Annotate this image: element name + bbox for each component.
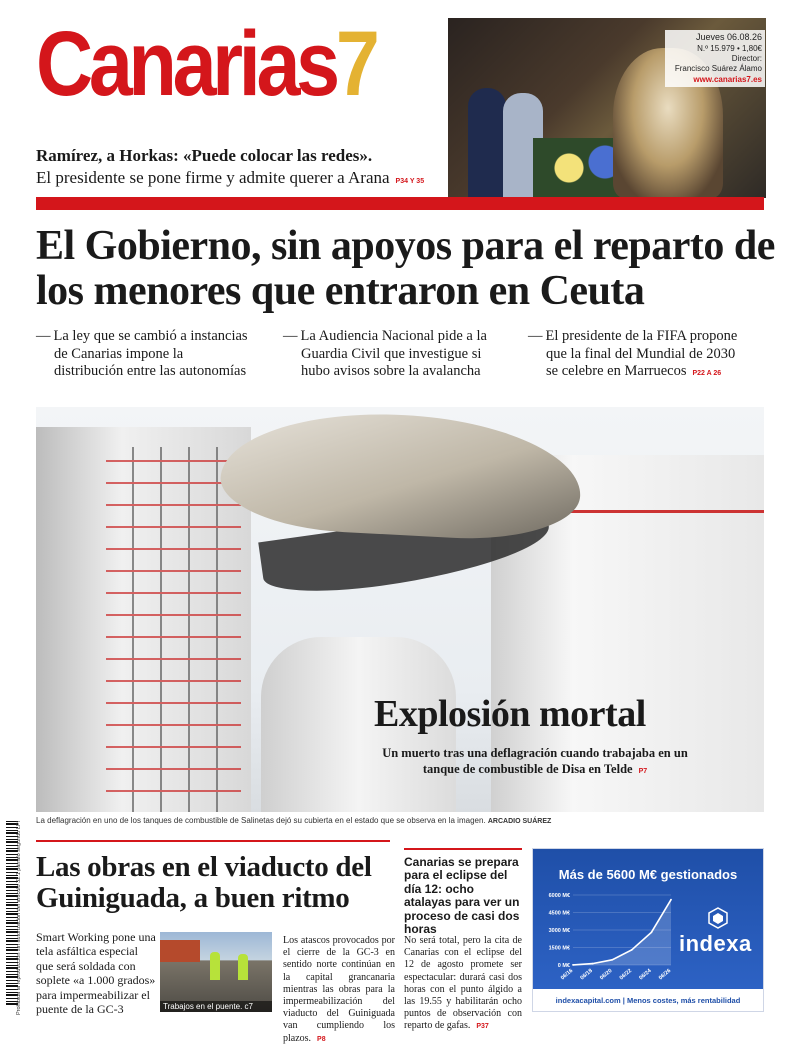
ad-title: Más de 5600 M€ gestionados: [558, 867, 738, 882]
director-name: Francisco Suárez Álamo: [674, 64, 762, 74]
subhead-line: El presidente de la FIFA propone: [545, 328, 738, 344]
masthead-red-rule: [36, 197, 764, 210]
photo-building: [160, 940, 200, 962]
side-strip: [4, 820, 26, 1020]
photo-scaffolding: [106, 447, 241, 812]
indexa-advertisement[interactable]: [532, 848, 764, 1012]
main-subhead-3: — El presidente de la FIFA propone que la final del Mundial de 2030 se celebre en Marruecos P22 A 26: [528, 328, 768, 381]
chart-point: [670, 899, 672, 901]
newspaper-logo[interactable]: [36, 13, 380, 115]
website-link[interactable]: www.canarias7.es: [693, 74, 762, 84]
ad-footer[interactable]: indexacapital.com | Menos costes, más rentabilidad: [555, 996, 741, 1005]
subhead-line: que la final del Mundial de 2030: [546, 345, 736, 362]
photo-subhead: [380, 746, 690, 777]
subhead-line: distribución entre las autonomías: [54, 363, 247, 380]
subhead-line: se celebre en Marruecos: [546, 363, 687, 380]
chart-point: [592, 963, 594, 965]
subhead-line: Guardia Civil que investigue si: [301, 345, 482, 362]
chart-x-tick: 06/20: [599, 967, 614, 982]
eclipse-pages: P37: [476, 1023, 489, 1031]
subhead-pages: P22 A 26: [692, 370, 722, 378]
photo-credit: ARCADIO SUÁREZ: [487, 818, 552, 825]
chart-x-tick: 06/26: [657, 967, 673, 982]
top-story-subhead: [36, 168, 424, 188]
issue-number-price: N.º 15.979 • 1,80€: [697, 43, 762, 53]
chart-y-tick: 3000 M€: [548, 928, 570, 934]
legal-notice: Prohibida la reproducción sin autorización del artículo 32.1 párrafo segundo LPI: [16, 820, 22, 1015]
photo-subhead-line: Un muerto tras una deflagración cuando trabajaba en un: [382, 746, 688, 760]
viaduct-headline[interactable]: Las obras en el viaducto del Guiniguada, a buen ritmo: [36, 851, 372, 915]
main-headline[interactable]: El Gobierno, sin apoyos para el reparto de los menores que entraron en Ceuta: [36, 223, 775, 314]
viaduct-photo-caption: Trabajos en el puente. c7: [160, 1001, 272, 1012]
main-subhead-1: — La ley que se cambió a instancias de Canarias impone la distribución entre las autonomías: [36, 328, 276, 381]
viaduct-body: [283, 935, 395, 1045]
logo-number: 7: [335, 13, 380, 115]
photo-headline[interactable]: Explosión mortal: [374, 693, 646, 735]
chart-point: [572, 964, 574, 966]
chart-y-tick: 0 M€: [557, 963, 570, 969]
top-story-subhead-text: El presidente se pone firme y admite querer a Arana: [36, 168, 390, 187]
chart-x-tick: 06/18: [579, 967, 594, 982]
photo-story-pages: P7: [638, 767, 648, 775]
caption-text: La deflagración en uno de los tanques de combustible de Salinetas dejó su cubierta en el estado que se observa en la imagen.: [36, 816, 486, 825]
photo-subhead-line: tanque de combustible de Disa en Telde: [422, 761, 633, 776]
issue-date: Jueves 06.08.26: [695, 32, 762, 42]
photo-caption: [36, 816, 551, 825]
subhead-line: hubo avisos sobre la avalancha: [301, 363, 481, 380]
logo-text: Canarias: [36, 13, 336, 115]
eclipse-body-text: No será total, pero la cita de Canarias con el eclipse del 12 de agosto promete ser espectacular: durará casi dos horas con el punto álgido a las 19.55 y habilitarán ocho puntos de observación con reparto de gafas.: [404, 935, 522, 1032]
top-story-headline[interactable]: Ramírez, a Horkas: «Puede colocar las redes».: [36, 146, 373, 165]
issue-info: [665, 30, 765, 87]
chart-y-tick: 1500 M€: [548, 945, 570, 952]
photo-worker: [238, 954, 248, 980]
chart-point: [631, 949, 633, 951]
viaduct-body-text: Los atascos provocados por el cierre de la GC-3 en sentido norte continúan en la capital grancanaria mientras las obras para la impermeabilización del viaducto del Guiniguada van cumpliendo los plazos.: [283, 935, 395, 1044]
eclipse-headline[interactable]: Canarias se prepara para el eclipse del día 12: ocho atalayas para ver un proceso de casi dos horas: [404, 855, 520, 937]
chart-x-tick: 06/16: [559, 967, 575, 982]
chart-x-tick: 06/24: [638, 967, 653, 982]
eclipse-body: [404, 935, 522, 1033]
viaduct-lead: Smart Working pone una tela asfáltica especial que será soldada con soplete «a 1.000 grados» para impermeabilizar el puente de la GC-3: [36, 930, 156, 1016]
chart-point: [651, 931, 653, 933]
director-label: Director:: [731, 54, 762, 64]
chart-y-tick: 4500 M€: [548, 910, 570, 917]
ad-growth-chart: [539, 887, 679, 987]
photo-person-left: [468, 88, 506, 198]
indexa-logo-icon: [707, 907, 729, 929]
main-subhead-2: — La Audiencia Nacional pide a la Guardia Civil que investigue si hubo avisos sobre la avalancha: [283, 328, 523, 381]
viaduct-pages: P8: [317, 1035, 326, 1043]
chart-x-tick: 06/22: [618, 967, 634, 982]
subhead-line: La Audiencia Nacional pide a la: [300, 328, 487, 344]
top-story-pages: P34 Y 35: [395, 178, 425, 185]
viaduct-photo[interactable]: [160, 932, 272, 1012]
subhead-line: La ley que se cambió a instancias: [53, 328, 248, 344]
chart-point: [611, 959, 613, 961]
photo-worker: [210, 952, 220, 980]
ad-brand: indexa: [679, 931, 752, 956]
viaduct-rule: [36, 840, 390, 842]
subhead-line: de Canarias impone la: [54, 345, 184, 362]
eclipse-rule: [404, 848, 522, 850]
chart-y-tick: 6000 M€: [548, 893, 570, 899]
